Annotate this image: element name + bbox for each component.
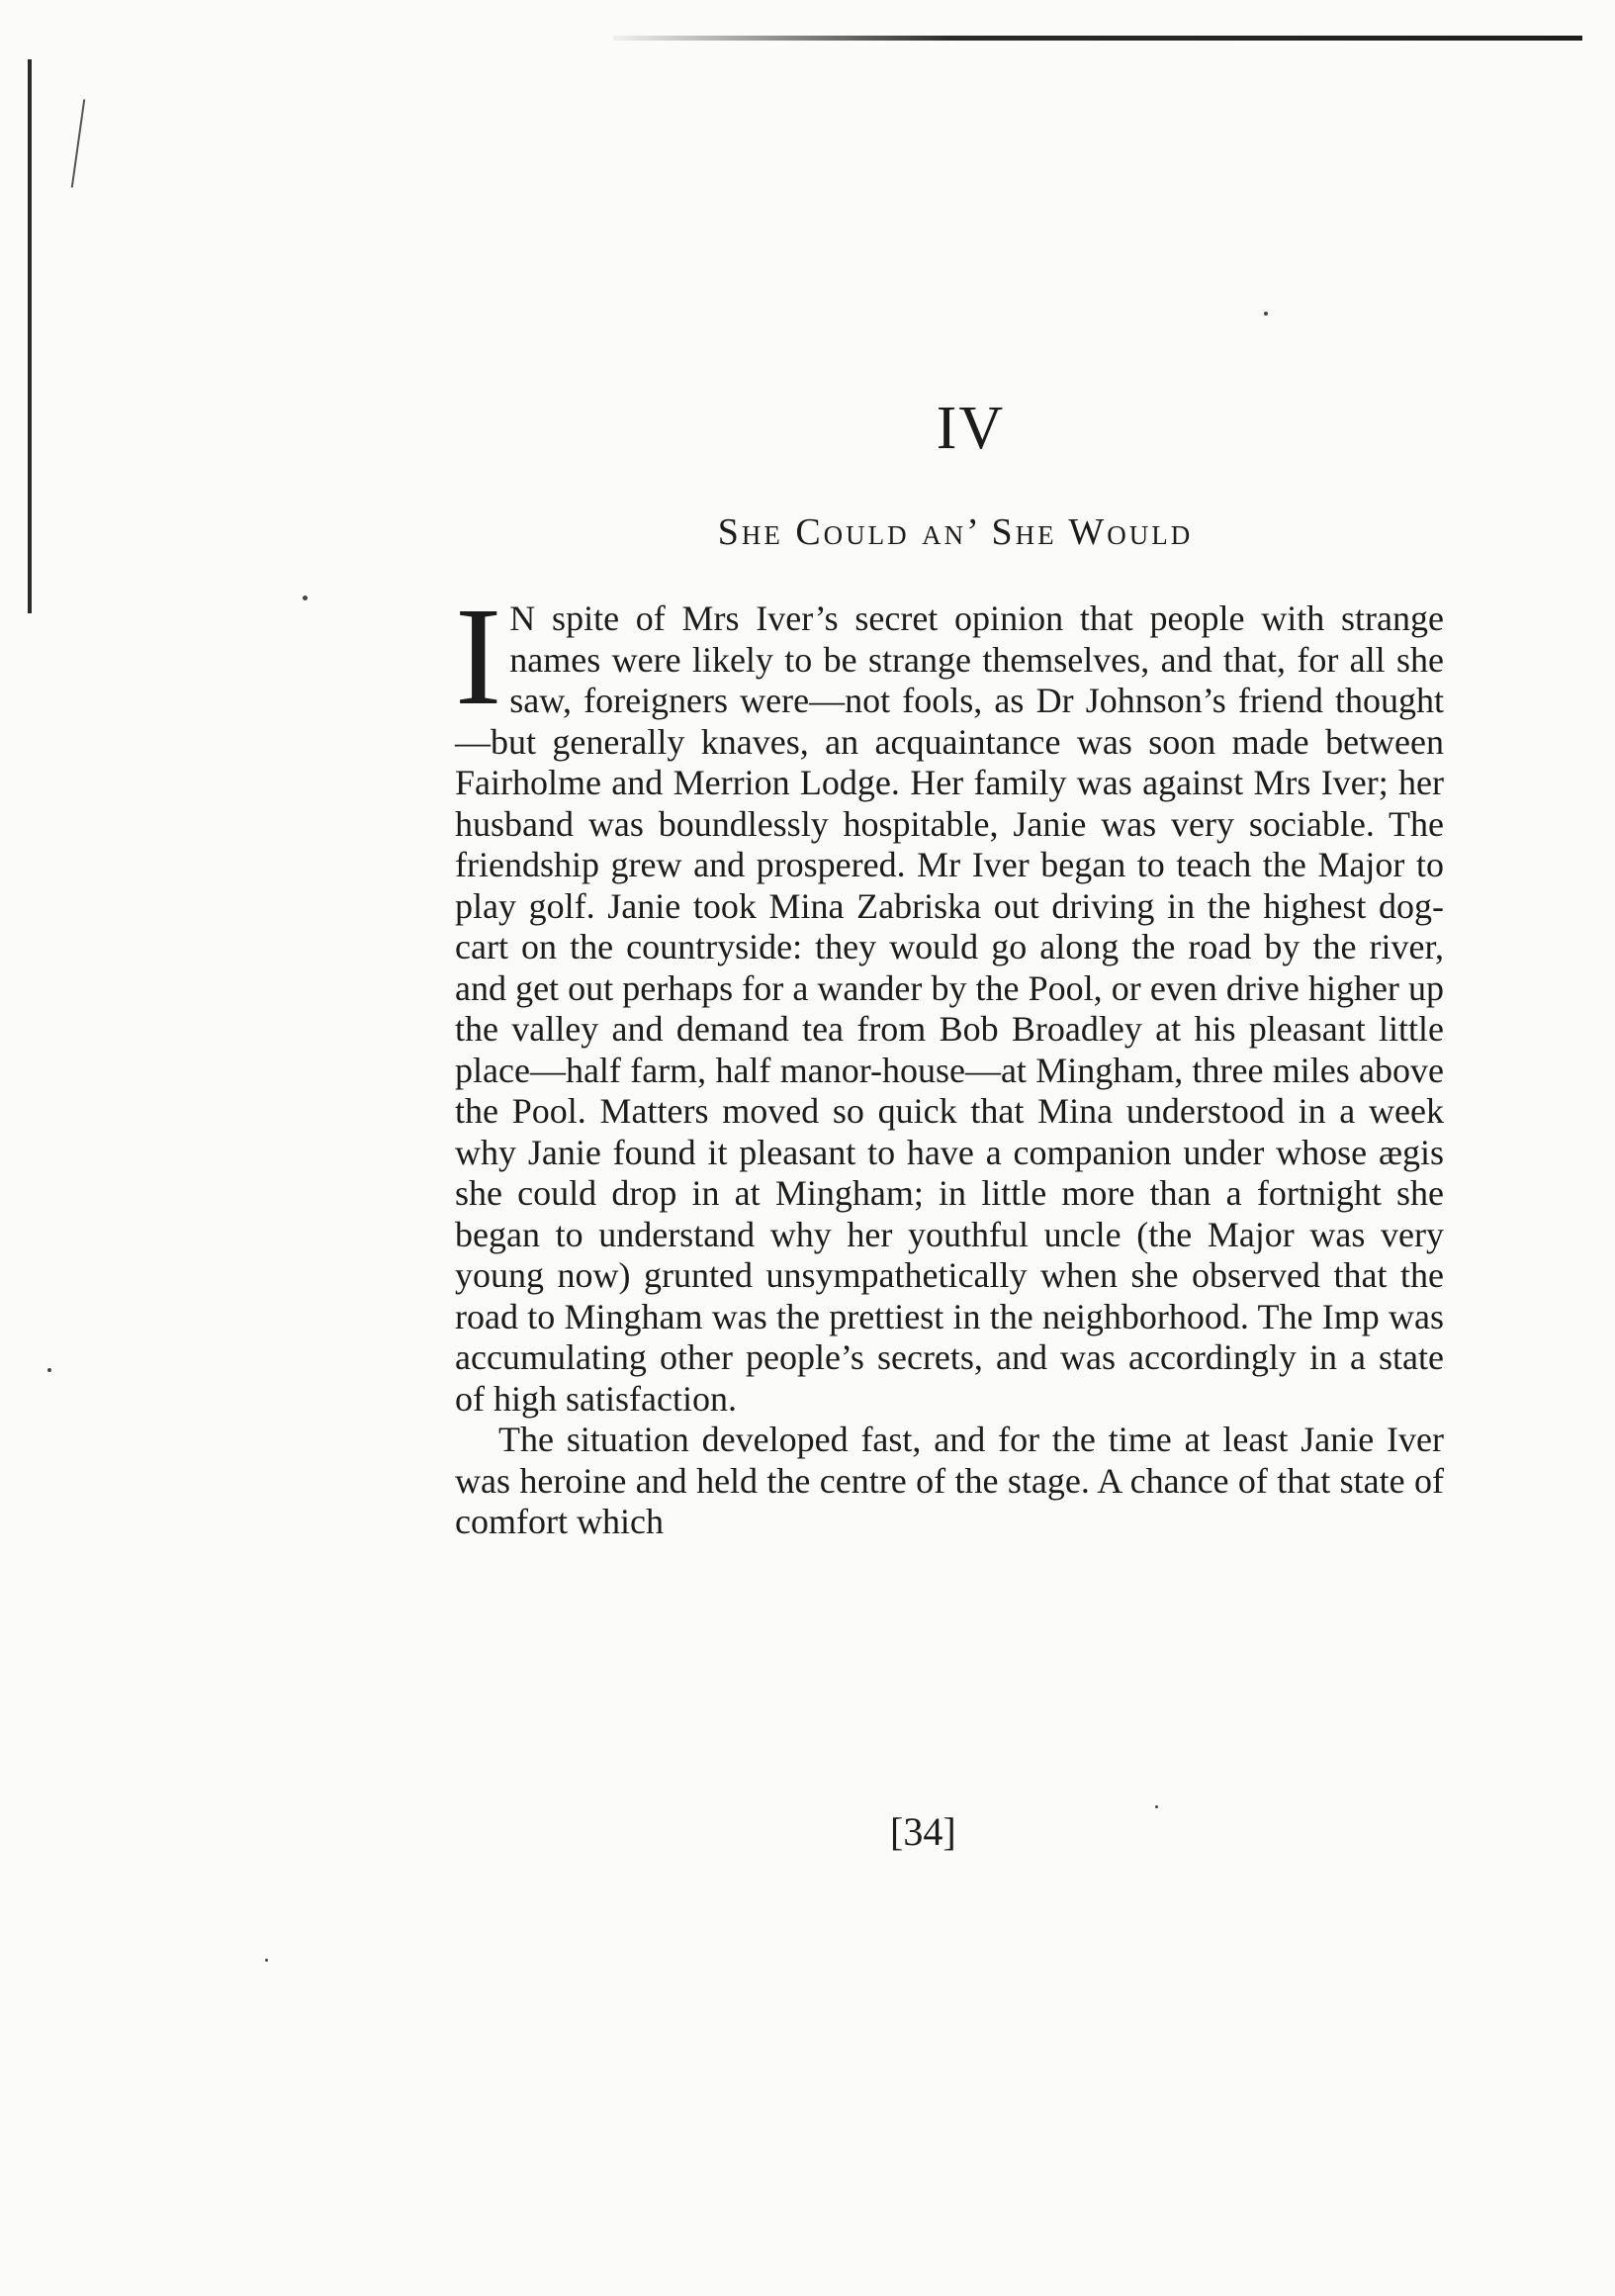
scan-speck xyxy=(265,1959,268,1962)
chapter-number: IV xyxy=(936,395,1006,462)
binding-edge-mark xyxy=(28,59,32,613)
paragraph-2: The situation developed fast, and for the time at least Janie Iver was heroine and held the centre of the stage. A chance of that state of comfort which xyxy=(455,1420,1444,1541)
chapter-body xyxy=(455,578,1444,1543)
scan-speck xyxy=(1155,1805,1158,1808)
scan-speck xyxy=(47,1368,51,1372)
binding-edge-mark-secondary xyxy=(71,99,86,187)
page-number: [34] xyxy=(890,1809,956,1854)
scan-speck xyxy=(1264,312,1268,316)
top-rule xyxy=(613,36,1582,41)
paragraph-1 xyxy=(455,578,1444,1420)
drop-cap: I xyxy=(455,578,502,734)
scan-speck xyxy=(303,596,308,600)
paragraph-1-text: spite of Mrs Iver’s secret opinion that people with strange names were likely to be strange themselves, and that, for all she saw, foreigners were—not fools, as Dr Johnson’s friend thought—but generally knaves, an acquaintance was soon made between Fairholme and Merrion Lodge. Her family was against Mrs Iver; her husband was boundlessly hospitable, Janie was very sociable. The friendship grew and prospered. Mr Iver began to teach the Major to play golf. Janie took Mina Zabriska out driving in the highest dog-cart on the countryside: they would go along the road by the river, and get out perhaps for a wander by the Pool, or even drive higher up the valley and demand tea from Bob Broadley at his pleasant little place—half farm, half manor-house—at Mingham, three miles above the Pool. Matters moved so quick that Mina understood in a week why Janie found it pleasant to have a companion under whose ægis she could drop in at Mingham; in little more than a fortnight she began to understand why her youthful uncle (the Major was very young now) grunted unsympathetically when she observed that the road to Mingham was the prettiest in the neighborhood. The Imp was accumulating other people’s secrets, and was accordingly in a state of high satisfaction. xyxy=(455,598,1444,1419)
chapter-title: She Could an’ She Would xyxy=(717,511,1194,553)
first-word: N xyxy=(509,598,536,638)
